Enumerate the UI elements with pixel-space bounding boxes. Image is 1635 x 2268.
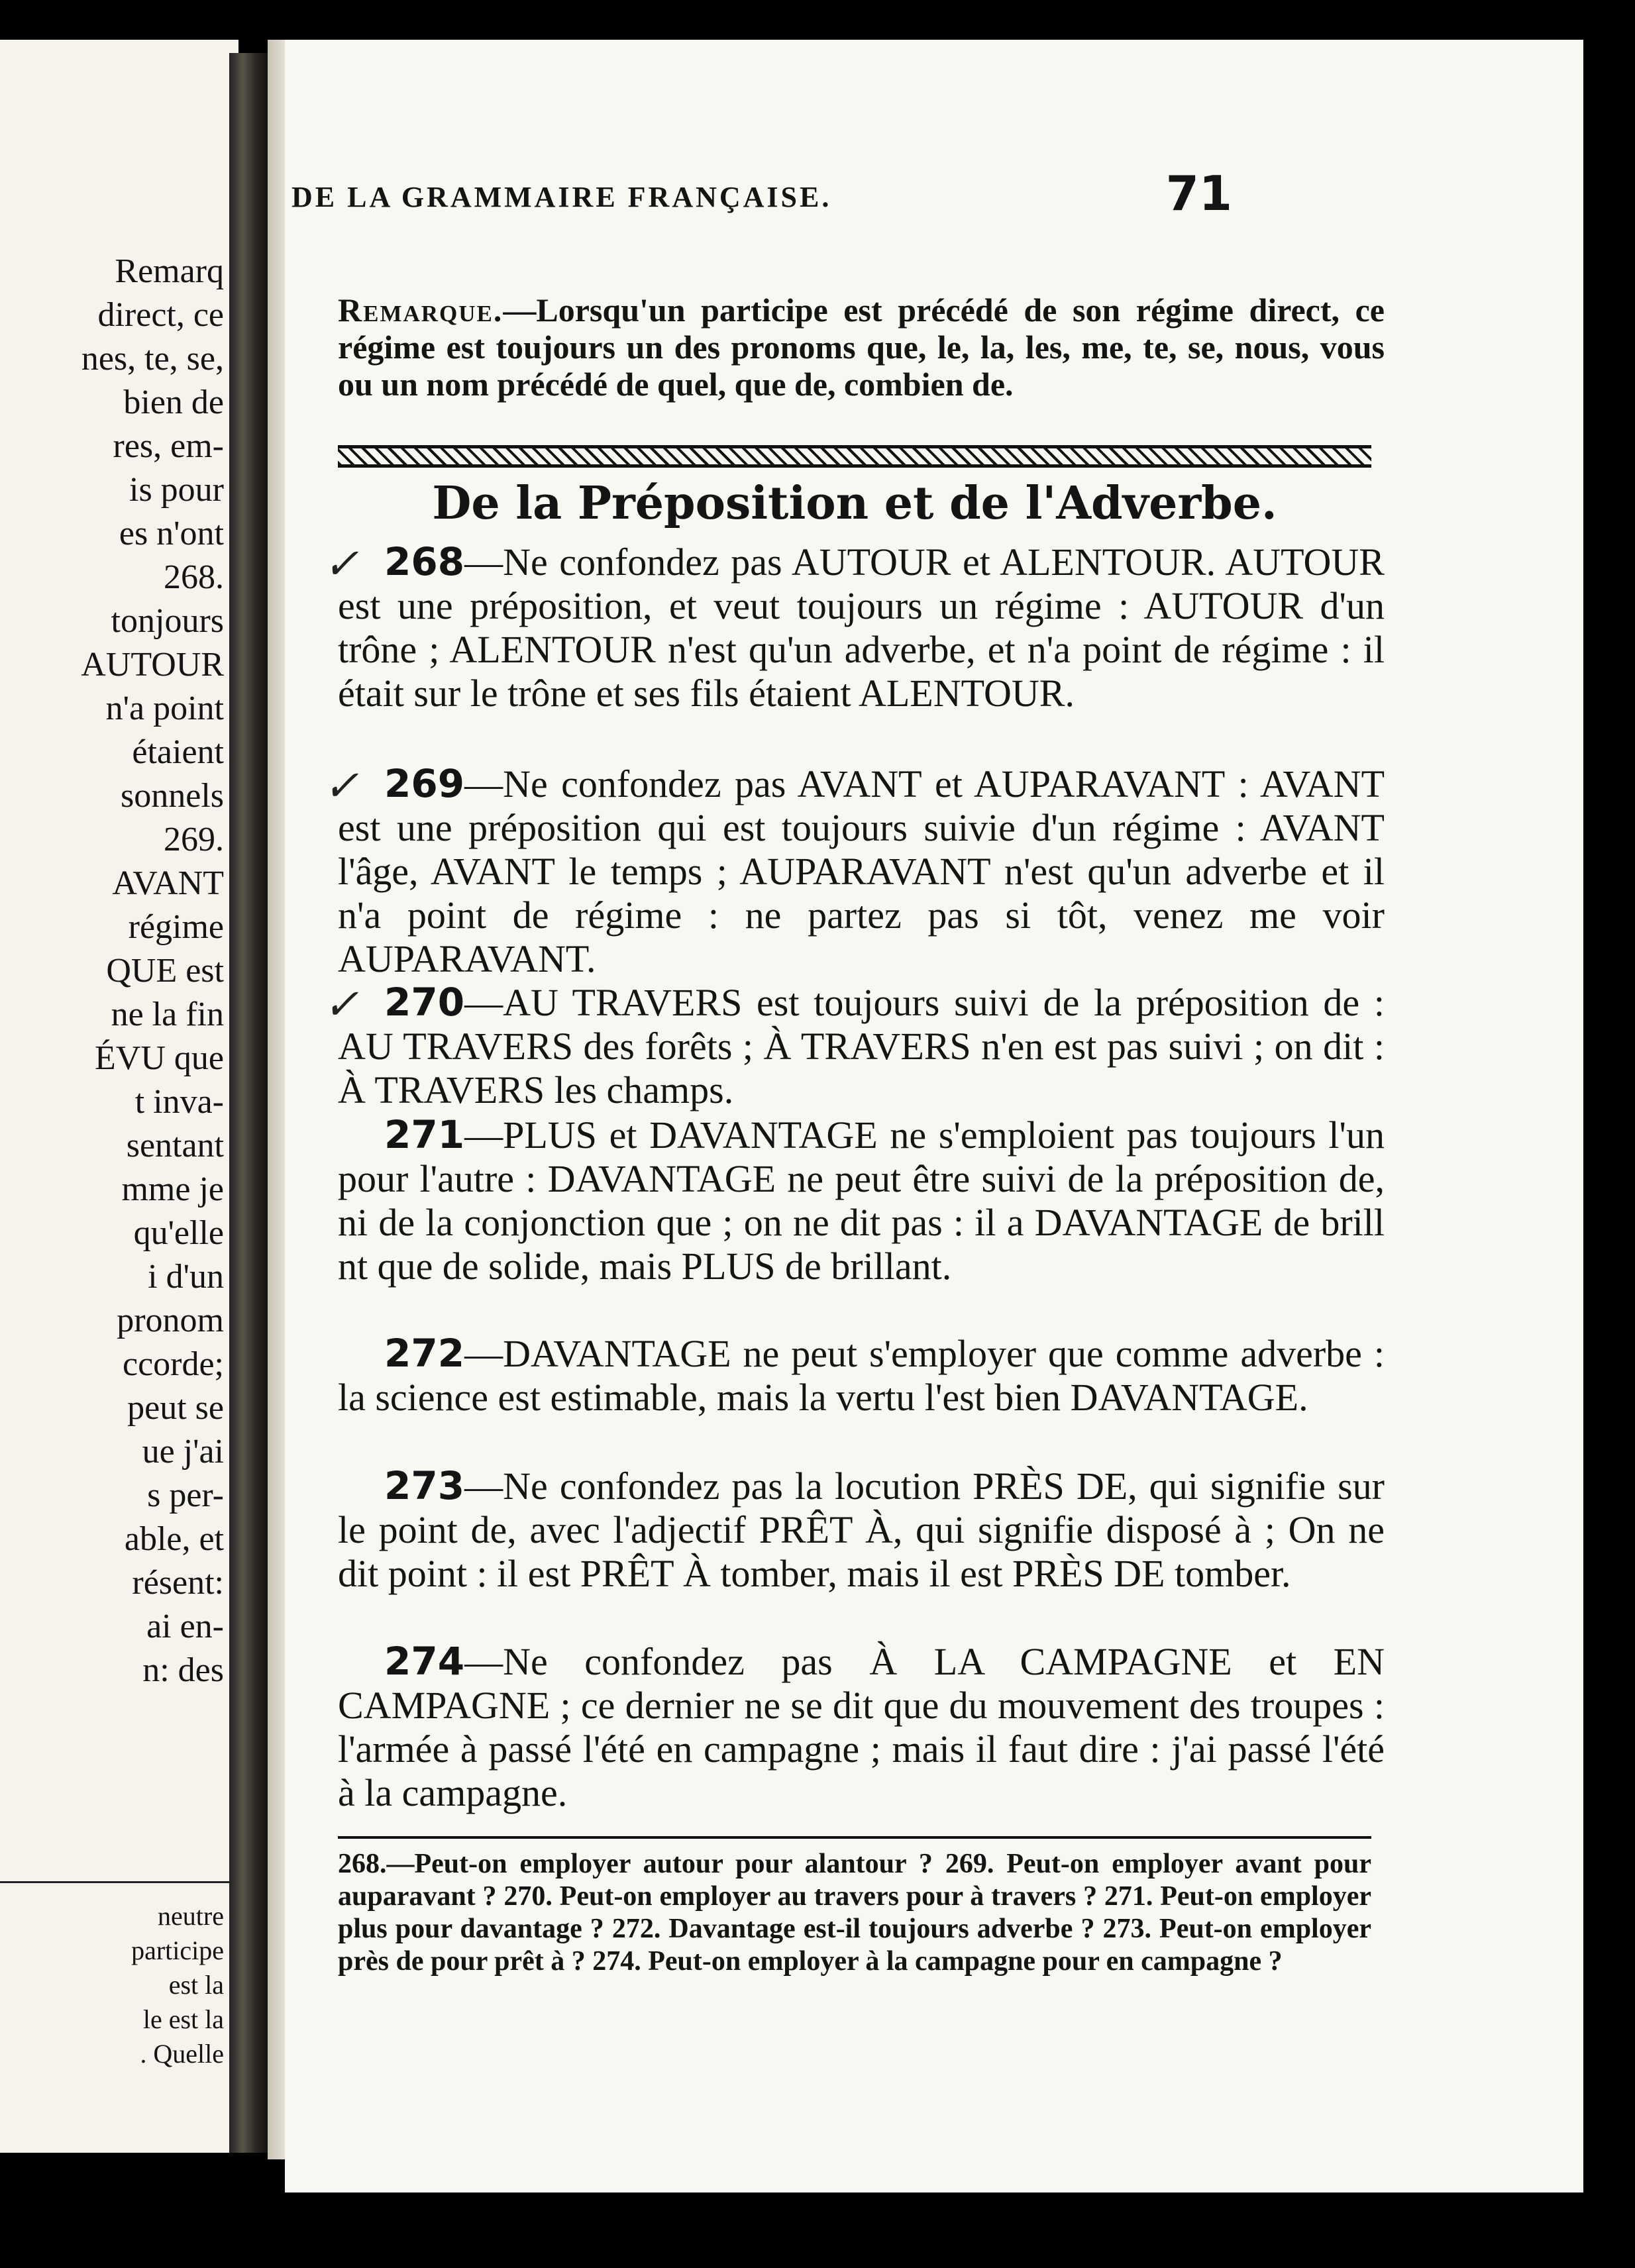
left-page-line: tonjours <box>111 602 224 640</box>
remark-label: Remarque. <box>338 291 503 329</box>
paragraph-text: —PLUS et DAVANTAGE ne s'emploient pas toujours l'un pour l'autre : DAVANTAGE ne peut être suivi de la préposition de, ni de la conjonction que ; on ne dit pas : il a DAVANTAGE de brill nt que de solide, mais PLUS de brillant. <box>338 1113 1385 1288</box>
paragraph-273 <box>338 1464 1385 1596</box>
left-page-fragment <box>0 40 238 2153</box>
margin-checkmark: ✓ <box>323 541 359 588</box>
left-page-line: résent: <box>132 1564 224 1602</box>
paragraph-text: —AU TRAVERS est toujours suivi de la préposition de : AU TRAVERS des forêts ; À TRAVERS n'en est pas suivi ; on dit : À TRAVERS les champs. <box>338 981 1385 1111</box>
running-head-title: DE LA GRAMMAIRE FRANÇAISE. <box>291 181 832 213</box>
left-page-footnote-line: est la <box>168 1970 224 2000</box>
left-page-line: i d'un <box>148 1258 224 1296</box>
left-page-line: ai en- <box>146 1608 224 1645</box>
paragraph-269 <box>338 762 1385 981</box>
left-page-line: es n'ont <box>119 515 224 552</box>
left-page-footnote-line: neutre <box>158 1901 224 1931</box>
left-page-line: QUE est <box>106 952 224 990</box>
left-page-line: régime <box>128 908 224 946</box>
left-page-line: bien de <box>123 384 224 421</box>
footnotes: 268.—Peut-on employer autour pour alantour ? 269. Peut-on employer avant pour auparavant ? 270. Peut-on employer au travers pour à travers ? 271. Peut-on employer plus pour davantage ? 272. Davantage est-il toujours adverbe ? 273. Peut-on employer près de pour prêt à ? 274. Peut-on employer à la campagne pour en campagne ? <box>338 1849 1371 1977</box>
paragraph-text: —Ne confondez pas AVANT et AUPARAVANT : AVANT est une préposition qui est toujours suivie d'un régime : AVANT l'âge, AVANT le temps ; AUPARAVANT n'est qu'un adverbe et il n'a point de régime : ne partez pas si tôt, venez me voir AUPARAVANT. <box>338 762 1385 980</box>
margin-checkmark: ✓ <box>323 981 359 1028</box>
left-page-line: ÉVU que <box>95 1039 224 1077</box>
page-number: 71 <box>1165 166 1232 221</box>
left-page-line: sentant <box>126 1127 224 1164</box>
left-page-line: n'a point <box>105 690 224 727</box>
paragraph-text: —Ne confondez pas À LA CAMPAGNE et EN CAMPAGNE ; ce dernier ne se dit que du mouvement des troupes : l'armée à passé l'été en campagne ; mais il faut dire : j'ai passé l'été à la campagne. <box>338 1640 1385 1814</box>
left-page-line: qu'elle <box>133 1214 224 1252</box>
left-page-line: nes, te, se, <box>81 340 224 378</box>
left-page-line: sonnels <box>121 777 224 815</box>
remark-text: —Lorsqu'un participe est précédé de son régime direct, ce régime est toujours un des pronoms que, le, la, les, me, te, se, nous, vous ou un nom précédé de quel, que de, combien de. <box>338 291 1385 403</box>
left-page-line: 268. <box>164 558 224 596</box>
left-page-line: n: des <box>142 1651 224 1689</box>
paragraph-number: 268 <box>384 539 465 584</box>
footnote-rule <box>338 1836 1371 1839</box>
left-page-line: AUTOUR <box>81 646 224 684</box>
left-page-footnote-line: . Quelle <box>140 2039 224 2069</box>
left-page-line: étaient <box>132 733 224 771</box>
left-page-line: ccorde; <box>122 1345 224 1383</box>
left-page-footnote-line: le est la <box>142 2004 224 2034</box>
paragraph-number: 273 <box>384 1463 465 1508</box>
left-page-line: 269. <box>164 821 224 858</box>
left-page-footnote-rule <box>0 1881 238 1883</box>
paragraph-number: 274 <box>384 1639 465 1684</box>
left-page-line: is pour <box>129 471 224 509</box>
book-spine <box>229 53 268 2153</box>
left-page-line: mme je <box>121 1170 224 1208</box>
paragraph-268 <box>338 540 1385 715</box>
left-page-line: t inva- <box>134 1083 224 1121</box>
paragraph-number: 270 <box>384 980 465 1025</box>
paragraph-number: 272 <box>384 1331 465 1376</box>
margin-checkmark: ✓ <box>323 762 359 809</box>
paragraph-271 <box>338 1113 1385 1288</box>
left-page-line: AVANT <box>112 864 224 902</box>
left-page-line: Remarq <box>115 252 224 290</box>
paragraph-number: 271 <box>384 1112 465 1157</box>
section-title: De la Préposition et de l'Adverbe. <box>432 477 1277 530</box>
left-page-line: ue j'ai <box>142 1433 224 1470</box>
left-page-line: able, et <box>124 1520 224 1558</box>
left-page-line: direct, ce <box>97 296 224 334</box>
remark-paragraph <box>338 291 1385 403</box>
left-page-line: s per- <box>147 1476 224 1514</box>
paragraph-text: —DAVANTAGE ne peut s'employer que comme adverbe : la science est estimable, mais la vertu l'est bien DAVANTAGE. <box>338 1332 1385 1419</box>
left-page-line: peut se <box>127 1389 224 1427</box>
paragraph-274 <box>338 1639 1385 1815</box>
left-page-line: pronom <box>117 1302 224 1339</box>
left-page-line: ne la fin <box>111 996 224 1033</box>
decorative-rule <box>338 445 1371 468</box>
paragraph-text: —Ne confondez pas AUTOUR et ALENTOUR. AUTOUR est une préposition, et veut toujours un régime : AUTOUR d'un trône ; ALENTOUR n'est qu'un adverbe, et n'a point de régime : il était sur le trône et ses fils étaient ALENTOUR. <box>338 541 1385 715</box>
paragraph-270 <box>338 980 1385 1112</box>
left-page-line: res, em- <box>113 427 224 465</box>
paragraph-number: 269 <box>384 761 465 806</box>
left-page-footnote-line: participe <box>131 1935 224 1965</box>
paragraph-text: —Ne confondez pas la locution PRÈS DE, qui signifie sur le point de, avec l'adjectif PRÊT À, qui signifie disposé à ; On ne dit point : il est PRÊT À tomber, mais il est PRÈS DE tomber. <box>338 1465 1385 1595</box>
paragraph-272 <box>338 1331 1385 1419</box>
